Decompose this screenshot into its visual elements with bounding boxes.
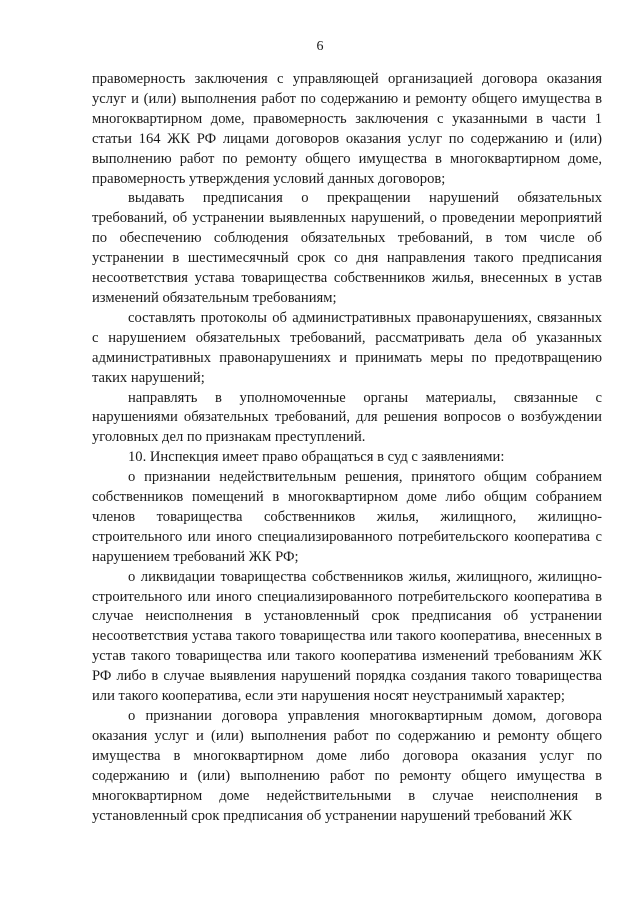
paragraph-continuation: правомерность заключения с управляющей организацией договора оказания услуг и (или) выполнения работ по содержанию и ремонту общего имущества в многоквартирном доме, правомерность заключения с указанными в части 1 статьи 164 ЖК РФ лицами договоров оказания услуг по содержанию и (или) выполнению работ по ремонту общего имущества в многоквартирном доме, правомерность утверждения условий данных договоров; (92, 71, 602, 187)
paragraph-liquidation: о ликвидации товарищества собственников жилья, жилищного, жилищно-строительного или иного специализированного потребительского кооператива в случае неисполнения в установленный срок предписания об устранении несоответствия устава такого товарищества или такого кооператива, внесенных в устав такого товарищества или такого кооператива изменений требованиям ЖК РФ либо в случае выявления нарушений порядка создания такого товарищества или такого кооператива, если эти нарушения носят неустранимый характер; (92, 568, 602, 705)
paragraph-send-materials: направлять в уполномоченные органы материалы, связанные с нарушениями обязательных требований, для решения вопросов о возбуждении уголовных дел по признакам преступлений. (92, 389, 602, 446)
paragraph-issue-orders: выдавать предписания о прекращении нарушений обязательных требований, об устранении выявленных нарушений, о проведении мероприятий по обеспечению соблюдения обязательных требований, в том числе об устранении в шестимесячный срок со дня направления такого предписания несоответствия устава товарищества собственников жилья, внесенных в устав изменений обязательным требованиям; (92, 190, 602, 306)
document-body (92, 70, 602, 826)
paragraph-invalidate-contract: о признании договора управления многоквартирным домом, договора оказания услуг и (или) выполнения работ по содержанию и ремонту общего имущества в многоквартирном доме либо договора оказания услуг по содержанию и (или) выполнению работ по ремонту общего имущества в многоквартирном доме недействительными в случае неисполнения в установленный срок предписания об устранении нарушений требований ЖК (92, 708, 602, 824)
paragraph-section-10-heading: 10. Инспекция имеет право обращаться в суд с заявлениями: (128, 449, 505, 466)
paragraph-draw-up-protocols: составлять протоколы об административных правонарушениях, связанных с нарушением обязательных требований, рассматривать дела об указанных административных правонарушениях и принимать меры по предотвращению таких нарушений; (92, 309, 602, 386)
paragraph-invalidate-decision: о признании недействительным решения, принятого общим собранием собственников помещений в многоквартирном доме либо общим собранием членов товарищества собственников жилья, жилищного, жилищно-строительного или иного специализированного потребительского кооператива с нарушением требований ЖК РФ; (92, 469, 602, 565)
page-number: 6 (316, 39, 324, 54)
